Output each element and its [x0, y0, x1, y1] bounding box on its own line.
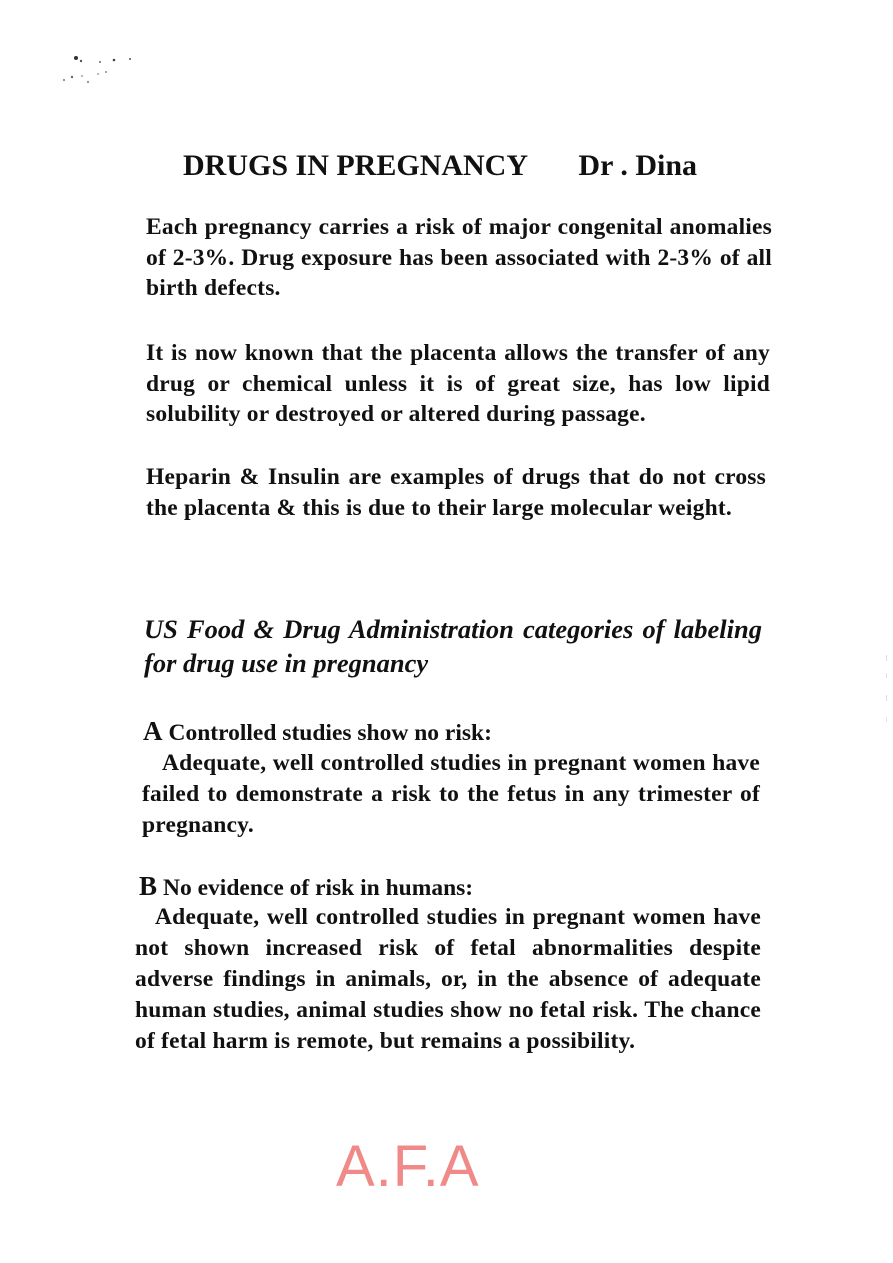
scan-speck-marks: [58, 52, 138, 92]
fda-categories-heading: US Food & Drug Administration categories of labeling for drug use in pregnancy: [144, 614, 762, 678]
category-a-body: Adequate, well controlled studies in pregnant women have failed to demonstrate a risk to the fetus in any trimester of pregnancy.: [142, 750, 760, 838]
category-b-body: Adequate, well controlled studies in pregnant women have not shown increased risk of fetal abnormalities despite adverse findings in animals, or, in the absence of adequate human studies, animal studies show no fetal risk. The chance of fetal harm is remote, but remains a possibility.: [135, 904, 761, 1054]
document-header: [183, 146, 783, 186]
intro-paragraph-1: Each pregnancy carries a risk of major congenital anomalies of 2-3%. Drug exposure has been associated with 2-3% of all birth defects.: [146, 214, 772, 301]
document-title: DRUGS IN PREGNANCY: [183, 149, 527, 182]
category-b-letter: B: [139, 871, 158, 901]
intro-paragraph-2: It is now known that the placenta allows the transfer of any drug or chemical unless it is of great size, has low lipid solubility or destroyed or altered during passage.: [146, 340, 770, 427]
category-b-heading: [139, 871, 473, 903]
scan-edge-marks: [885, 655, 889, 735]
watermark-text: A.F.A: [336, 1134, 480, 1199]
category-a-letter: A: [143, 716, 163, 746]
document-author: Dr . Dina: [578, 149, 698, 182]
category-b-title: No evidence of risk in humans:: [163, 875, 474, 901]
intro-paragraph-3: Heparin & Insulin are examples of drugs that do not cross the placenta & this is due to their large molecular weight.: [146, 464, 766, 521]
category-a-heading: [143, 716, 492, 748]
category-a-title: Controlled studies show no risk:: [168, 720, 492, 746]
